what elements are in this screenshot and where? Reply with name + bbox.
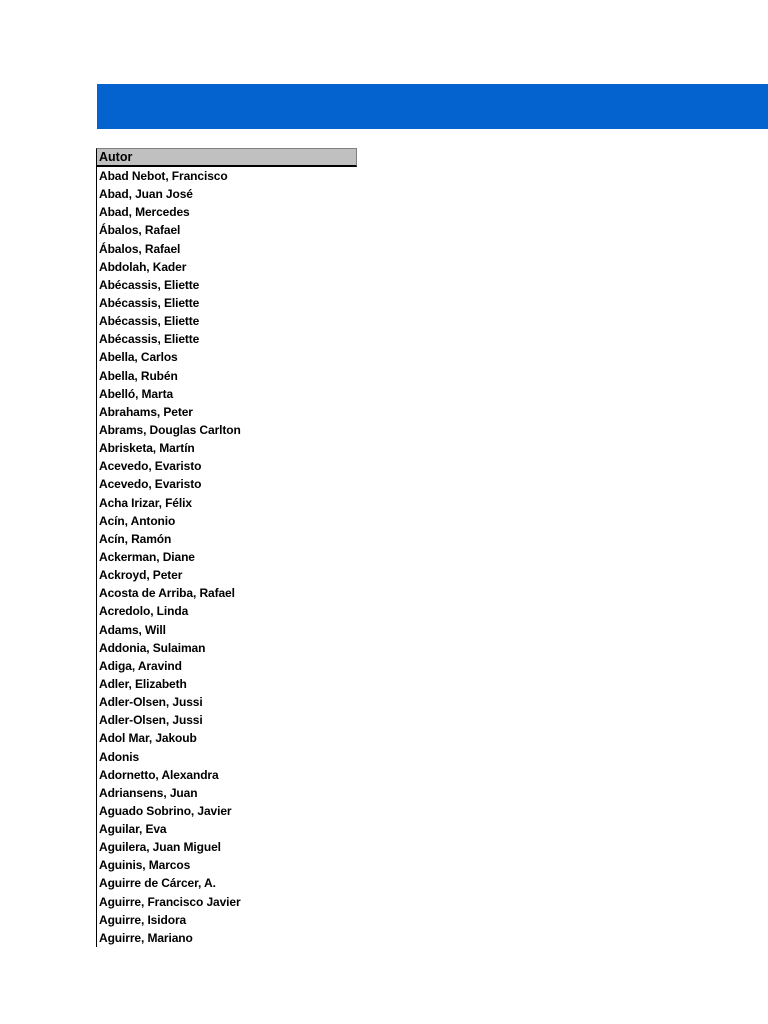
table-row[interactable]: Acín, Antonio [99,513,176,528]
table-row[interactable]: Adiga, Aravind [99,658,182,673]
table-row[interactable]: Acevedo, Evaristo [99,477,202,492]
table-row[interactable]: Abrahams, Peter [99,404,193,419]
table-row[interactable]: Aguilar, Eva [99,822,167,837]
table-row[interactable]: Abrams, Douglas Carlton [99,422,241,437]
table-row[interactable]: Addonia, Sulaiman [99,640,206,655]
table-row[interactable]: Ackroyd, Peter [99,568,183,583]
table-row[interactable]: Acha Irizar, Félix [99,495,192,510]
table-row[interactable]: Abad, Mercedes [99,205,190,220]
table-row[interactable]: Aguirre, Isidora [99,912,187,927]
table-row[interactable]: Adler-Olsen, Jussi [99,713,203,728]
table-row[interactable]: Abécassis, Eliette [99,332,200,347]
table-row[interactable]: Abécassis, Eliette [99,295,200,310]
table-row[interactable]: Acín, Ramón [99,531,172,546]
table-row[interactable]: Aguinis, Marcos [99,858,191,873]
table-row[interactable]: Abad, Juan José [99,187,193,202]
table-row[interactable]: Aguirre de Cárcer, A. [99,876,216,891]
table-row[interactable]: Adornetto, Alexandra [99,767,219,782]
table-row[interactable]: Abella, Carlos [99,350,178,365]
table-row[interactable]: Abella, Rubén [99,368,178,383]
table-row[interactable]: Abad Nebot, Francisco [99,169,228,183]
table-row[interactable]: Abdolah, Kader [99,259,187,274]
table-row[interactable]: Adams, Will [99,622,166,637]
table-row[interactable]: Acosta de Arriba, Rafael [99,586,235,601]
author-list [96,167,357,947]
table-row[interactable]: Ábalos, Rafael [99,223,181,238]
table-row[interactable]: Abécassis, Eliette [99,277,200,292]
table-row[interactable]: Abrisketa, Martín [99,441,195,456]
table-row[interactable]: Ábalos, Rafael [99,241,181,256]
author-table [96,148,357,947]
table-row[interactable]: Aguirre, Mariano [99,930,193,945]
table-row[interactable]: Acevedo, Evaristo [99,459,202,474]
table-row[interactable]: Aguirre, Francisco Javier [99,894,241,909]
table-row[interactable]: Acredolo, Linda [99,604,189,619]
table-row[interactable]: Aguilera, Juan Miguel [99,840,221,855]
table-row[interactable]: Adol Mar, Jakoub [99,731,197,746]
table-row[interactable]: Abécassis, Eliette [99,314,200,329]
table-row[interactable]: Adler-Olsen, Jussi [99,695,203,710]
table-row[interactable]: Adriansens, Juan [99,785,198,800]
column-header-autor[interactable]: Autor [96,148,357,167]
table-row[interactable]: Abelló, Marta [99,386,174,401]
table-row[interactable]: Aguado Sobrino, Javier [99,803,232,818]
table-row[interactable]: Adonis [99,749,140,764]
table-row[interactable]: Adler, Elizabeth [99,676,187,691]
header-banner [97,84,768,129]
table-row[interactable]: Ackerman, Diane [99,549,195,564]
